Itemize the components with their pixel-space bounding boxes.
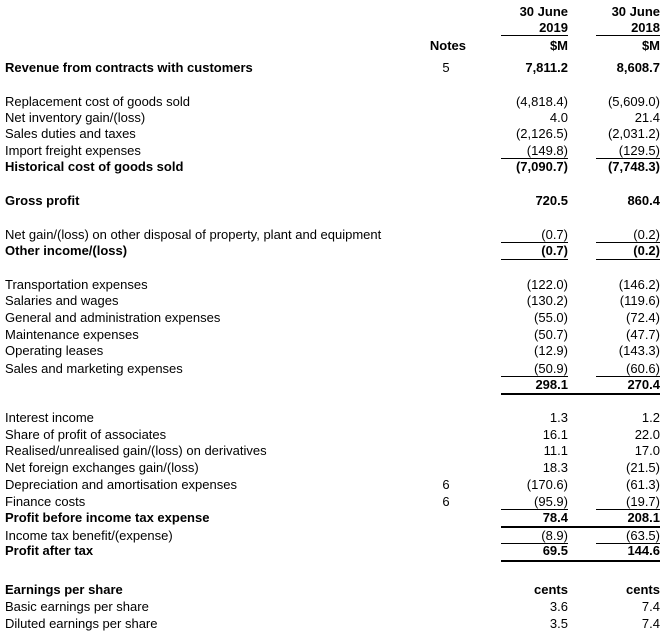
- value-2018-unit: cents: [626, 582, 660, 597]
- row-profit-before-tax: [0, 510, 665, 526]
- row-label: Maintenance expenses: [5, 327, 139, 342]
- row-finance-costs: [0, 494, 665, 510]
- row-label: Finance costs: [5, 494, 86, 509]
- row-label: Net gain/(loss) on other disposal of property, plant and equipment: [5, 227, 382, 242]
- row-import-freight: [0, 143, 665, 159]
- row-label: Gross profit: [5, 193, 80, 208]
- value-2018: (21.5): [626, 460, 660, 475]
- value-2019: (95.9): [534, 494, 568, 509]
- value-2019: (2,126.5): [515, 126, 568, 141]
- total-rule-2019: [501, 259, 568, 260]
- value-2018: (5,609.0): [607, 94, 660, 109]
- value-2019: (4,818.4): [515, 94, 568, 109]
- section-rule: [501, 560, 660, 562]
- value-2019: (7,090.7): [515, 159, 568, 174]
- value-2018: 7.4: [641, 599, 660, 614]
- row-label: Net foreign exchanges gain/(loss): [5, 460, 199, 475]
- value-2019: 78.4: [542, 510, 568, 525]
- value-2019: (55.0): [534, 310, 568, 325]
- value-2018: 8,608.7: [616, 60, 660, 75]
- value-2019: 3.5: [549, 616, 568, 631]
- value-2018: (63.5): [626, 528, 660, 543]
- total-rule-2018: [596, 259, 660, 260]
- value-2018: (72.4): [626, 310, 660, 325]
- col-2019-unit: $M: [549, 38, 568, 53]
- row-maintenance: [0, 327, 665, 343]
- row-label: Revenue from contracts with customers: [5, 60, 253, 75]
- value-2018: (61.3): [626, 477, 660, 492]
- row-label: Profit after tax: [5, 543, 94, 558]
- row-sales-marketing: [0, 361, 665, 377]
- row-label: Basic earnings per share: [5, 599, 149, 614]
- value-2019: (149.8): [526, 143, 568, 158]
- value-2019: 298.1: [535, 377, 568, 392]
- row-label: Depreciation and amortisation expenses: [5, 477, 237, 492]
- row-salaries: [0, 293, 665, 309]
- value-2018: (119.6): [619, 293, 660, 308]
- value-2018: 22.0: [634, 427, 660, 442]
- value-2018: 17.0: [634, 443, 660, 458]
- value-2018: 7.4: [641, 616, 660, 631]
- value-2019: (12.9): [534, 343, 568, 358]
- row-label: Salaries and wages: [5, 293, 119, 308]
- col-2018-unit: $M: [641, 38, 660, 53]
- row-operating-subtotal: [0, 377, 665, 393]
- row-label: Realised/unrealised gain/(loss) on derivatives: [5, 443, 267, 458]
- row-label: Operating leases: [5, 343, 104, 358]
- row-basic-eps: [0, 599, 665, 615]
- value-2018: 1.2: [641, 410, 660, 425]
- value-2019: (0.7): [541, 243, 568, 258]
- value-2019: 7,811.2: [525, 60, 568, 75]
- row-label: Income tax benefit/(expense): [5, 528, 173, 543]
- row-label: Other income/(loss): [5, 243, 128, 258]
- value-2019: (50.9): [534, 361, 568, 376]
- row-label: Transportation expenses: [5, 277, 148, 292]
- col-2019-date: 30 June: [519, 4, 568, 19]
- row-derivatives: [0, 443, 665, 459]
- value-2019: (122.0): [526, 277, 568, 292]
- value-2018: 208.1: [627, 510, 660, 525]
- value-2018: 21.4: [634, 110, 660, 125]
- row-label: Share of profit of associates: [5, 427, 167, 442]
- row-replacement-cost: [0, 94, 665, 110]
- row-label: Import freight expenses: [5, 143, 141, 158]
- row-note: 6: [442, 494, 450, 509]
- value-2018: (2,031.2): [607, 126, 660, 141]
- value-2019: 18.3: [542, 460, 568, 475]
- section-rule: [501, 393, 660, 395]
- row-revenue: [0, 60, 665, 76]
- row-net-inventory: [0, 110, 665, 126]
- header-rule-2019: [501, 35, 568, 36]
- value-2019: (8.9): [541, 528, 568, 543]
- value-2019: 69.5: [542, 543, 568, 558]
- value-2019-unit: cents: [534, 582, 568, 597]
- row-income-tax: [0, 528, 665, 544]
- value-2018: (60.6): [626, 361, 660, 376]
- row-interest-income: [0, 410, 665, 426]
- row-label: Net inventory gain/(loss): [5, 110, 146, 125]
- row-transportation: [0, 277, 665, 293]
- value-2018: (47.7): [626, 327, 660, 342]
- row-fx-gain: [0, 460, 665, 476]
- col-2019-header: [480, 4, 568, 36]
- row-eps-header: [0, 582, 665, 598]
- notes-header: Notes: [429, 38, 466, 53]
- value-2018: (0.2): [633, 243, 660, 258]
- row-label: Diluted earnings per share: [5, 616, 158, 631]
- value-2018: (143.3): [618, 343, 660, 358]
- value-2019: 11.1: [543, 443, 568, 458]
- row-label: Earnings per share: [5, 582, 123, 597]
- value-2019: (50.7): [534, 327, 568, 342]
- value-2019: (170.6): [526, 477, 568, 492]
- col-2018-header: [572, 4, 660, 36]
- row-gross-profit: [0, 193, 665, 209]
- value-2019: (130.2): [526, 293, 568, 308]
- col-2018-year: 2018: [631, 20, 660, 35]
- row-share-associates: [0, 427, 665, 443]
- row-historical-cogs: [0, 159, 665, 175]
- row-label: Replacement cost of goods sold: [5, 94, 190, 109]
- row-operating-leases: [0, 343, 665, 359]
- row-depreciation: [0, 477, 665, 493]
- row-label: General and administration expenses: [5, 310, 221, 325]
- value-2018: (0.2): [633, 227, 660, 242]
- row-note: 5: [442, 60, 450, 75]
- row-general-admin: [0, 310, 665, 326]
- value-2018: (146.2): [618, 277, 660, 292]
- row-label: Sales and marketing expenses: [5, 361, 183, 376]
- value-2019: 3.6: [549, 599, 568, 614]
- value-2019: 720.5: [535, 193, 568, 208]
- row-label: Profit before income tax expense: [5, 510, 210, 525]
- value-2019: 4.0: [549, 110, 568, 125]
- value-2018: (7,748.3): [607, 159, 660, 174]
- value-2018: 270.4: [627, 377, 660, 392]
- row-disposal-gain: [0, 227, 665, 243]
- col-2019-year: 2019: [539, 20, 568, 35]
- row-sales-duties: [0, 126, 665, 142]
- value-2018: (19.7): [626, 494, 660, 509]
- row-other-income: [0, 243, 665, 259]
- value-2018: 144.6: [627, 543, 660, 558]
- header-rule-2018: [596, 35, 660, 36]
- value-2019: 16.1: [542, 427, 568, 442]
- value-2018: 860.4: [627, 193, 660, 208]
- value-2019: (0.7): [541, 227, 568, 242]
- row-label: Interest income: [5, 410, 94, 425]
- row-label: Historical cost of goods sold: [5, 159, 184, 174]
- value-2018: (129.5): [618, 143, 660, 158]
- value-2019: 1.3: [549, 410, 568, 425]
- row-note: 6: [442, 477, 450, 492]
- row-profit-after-tax: [0, 543, 665, 559]
- row-diluted-eps: [0, 616, 665, 632]
- col-2018-date: 30 June: [611, 4, 660, 19]
- row-label: Sales duties and taxes: [5, 126, 136, 141]
